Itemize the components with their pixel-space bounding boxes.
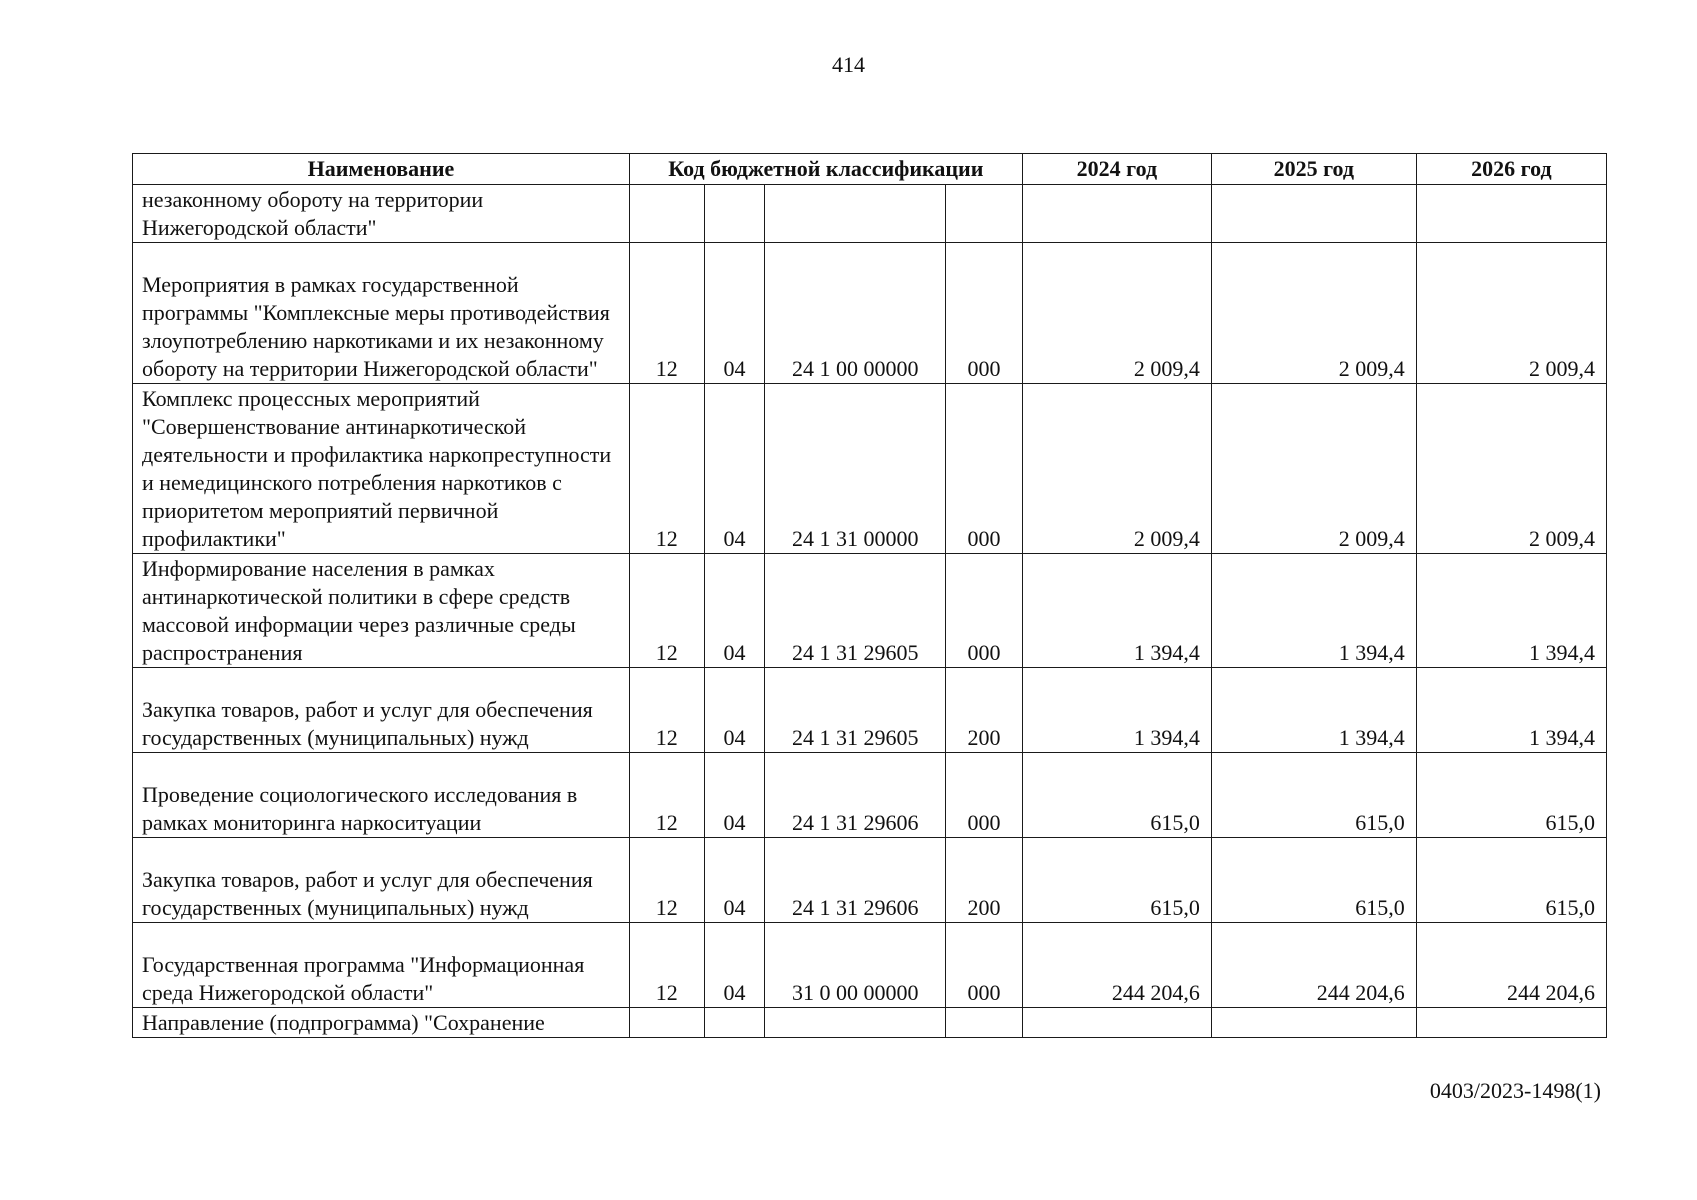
row-expense-type: 200: [946, 668, 1023, 753]
header-2026: 2026 год: [1416, 154, 1606, 185]
row-2026: 615,0: [1416, 753, 1606, 838]
row-target: 24 1 00 00000: [765, 243, 946, 384]
row-name: Проведение социологического исследования в рамках мониторинга наркоситуации: [133, 753, 630, 838]
row-2025: [1211, 1008, 1416, 1038]
table-row: [133, 1008, 1607, 1038]
row-subsection: 04: [704, 668, 765, 753]
row-name: Закупка товаров, работ и услуг для обеспечения государственных (муниципальных) нужд: [133, 838, 630, 923]
row-name: Информирование населения в рамках антинаркотической политики в сфере средств массовой информации через различные среды распространения: [133, 554, 630, 668]
row-section: [629, 1008, 704, 1038]
row-subsection: 04: [704, 923, 765, 1008]
row-expense-type: 000: [946, 554, 1023, 668]
row-target: 24 1 31 00000: [765, 384, 946, 554]
row-2024: 615,0: [1022, 753, 1211, 838]
table-row: [133, 185, 1607, 243]
table-row: [133, 384, 1607, 554]
row-2025: 1 394,4: [1211, 554, 1416, 668]
row-2025: 244 204,6: [1211, 923, 1416, 1008]
document-registration-number: 0403/2023-1498(1): [1429, 1078, 1601, 1103]
row-2026: 1 394,4: [1416, 668, 1606, 753]
page-number: 414: [832, 52, 865, 77]
row-2026: [1416, 185, 1606, 243]
row-expense-type: 000: [946, 384, 1023, 554]
row-target: 31 0 00 00000: [765, 923, 946, 1008]
header-name: Наименование: [133, 154, 630, 185]
budget-table: [132, 153, 1607, 1038]
table-row: [133, 554, 1607, 668]
row-name: Мероприятия в рамках государственной программы "Комплексные меры противодействия злоупотреблению наркотиками и их незаконному обороту на территории Нижегородской области": [133, 243, 630, 384]
row-2025: 1 394,4: [1211, 668, 1416, 753]
row-2026: 244 204,6: [1416, 923, 1606, 1008]
row-subsection: 04: [704, 753, 765, 838]
table-row: [133, 753, 1607, 838]
row-2025: 615,0: [1211, 838, 1416, 923]
row-subsection: 04: [704, 384, 765, 554]
row-expense-type: 200: [946, 838, 1023, 923]
row-target: [765, 185, 946, 243]
row-subsection: 04: [704, 838, 765, 923]
row-2024: 2 009,4: [1022, 243, 1211, 384]
row-subsection: 04: [704, 554, 765, 668]
row-name: Направление (подпрограмма) "Сохранение: [133, 1008, 630, 1038]
row-target: 24 1 31 29606: [765, 838, 946, 923]
row-2026: 1 394,4: [1416, 554, 1606, 668]
header-2024: 2024 год: [1022, 154, 1211, 185]
row-section: 12: [629, 753, 704, 838]
row-subsection: [704, 1008, 765, 1038]
row-expense-type: 000: [946, 243, 1023, 384]
row-subsection: 04: [704, 243, 765, 384]
row-2024: 244 204,6: [1022, 923, 1211, 1008]
row-section: 12: [629, 243, 704, 384]
row-target: 24 1 31 29605: [765, 668, 946, 753]
row-name: Закупка товаров, работ и услуг для обеспечения государственных (муниципальных) нужд: [133, 668, 630, 753]
row-expense-type: 000: [946, 753, 1023, 838]
header-code: Код бюджетной классификации: [629, 154, 1022, 185]
row-section: 12: [629, 668, 704, 753]
row-subsection: [704, 185, 765, 243]
row-section: [629, 185, 704, 243]
row-2025: [1211, 185, 1416, 243]
row-2025: 615,0: [1211, 753, 1416, 838]
row-2024: 2 009,4: [1022, 384, 1211, 554]
row-target: [765, 1008, 946, 1038]
header-row: [133, 154, 1607, 185]
row-section: 12: [629, 838, 704, 923]
table-row: [133, 243, 1607, 384]
row-2024: 615,0: [1022, 838, 1211, 923]
table-body: [133, 185, 1607, 1038]
row-expense-type: [946, 1008, 1023, 1038]
row-name: незаконному обороту на территории Нижегородской области": [133, 185, 630, 243]
row-expense-type: [946, 185, 1023, 243]
row-name: Государственная программа "Информационная среда Нижегородской области": [133, 923, 630, 1008]
row-section: 12: [629, 923, 704, 1008]
row-name: Комплекс процессных мероприятий "Совершенствование антинаркотической деятельности и профилактика наркопреступности и немедицинского потребления наркотиков с приоритетом мероприятий первичной профилактики": [133, 384, 630, 554]
table-row: [133, 668, 1607, 753]
row-2024: 1 394,4: [1022, 668, 1211, 753]
table-header: [133, 154, 1607, 185]
row-2026: [1416, 1008, 1606, 1038]
table-row: [133, 923, 1607, 1008]
row-section: 12: [629, 554, 704, 668]
row-2026: 615,0: [1416, 838, 1606, 923]
row-target: 24 1 31 29606: [765, 753, 946, 838]
row-2026: 2 009,4: [1416, 243, 1606, 384]
row-2024: [1022, 185, 1211, 243]
row-2025: 2 009,4: [1211, 243, 1416, 384]
row-2025: 2 009,4: [1211, 384, 1416, 554]
row-2024: 1 394,4: [1022, 554, 1211, 668]
row-2024: [1022, 1008, 1211, 1038]
row-section: 12: [629, 384, 704, 554]
row-target: 24 1 31 29605: [765, 554, 946, 668]
row-2026: 2 009,4: [1416, 384, 1606, 554]
header-2025: 2025 год: [1211, 154, 1416, 185]
row-expense-type: 000: [946, 923, 1023, 1008]
table-row: [133, 838, 1607, 923]
